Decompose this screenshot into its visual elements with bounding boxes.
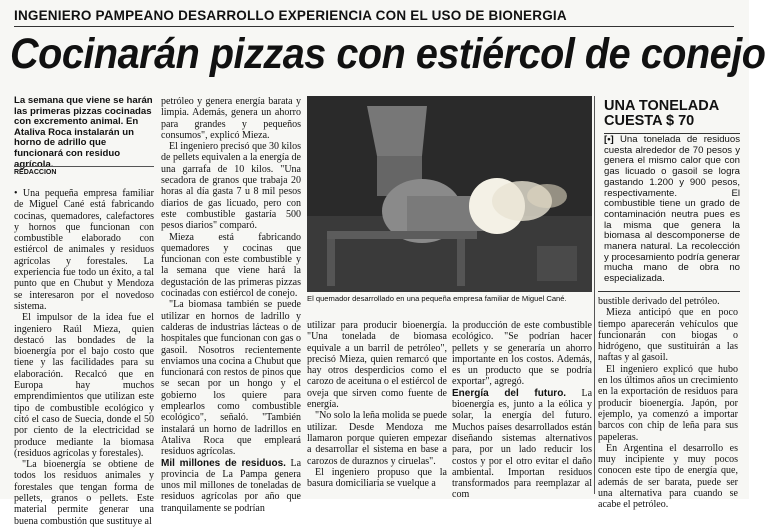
- lead-paragraph: La semana que viene se harán las primeras pizzas cocinadas con excremento animal. En Ataliva Roca instalarán un horno de adrillo que funcionará con residuo agrícola.: [14, 95, 153, 170]
- paragraph: El ingeniero precisó que 30 kilos de pellets equivalen a la energía de una garrafa de 10 kilos. "Una secadora de granos que trabaja 20 horas al día gasta 7 u 8 mil pesos diarios de gas licuado, pero con este combustible gastaría 500 pesos diarios" comparó.: [161, 141, 301, 232]
- burner-photo: [307, 96, 592, 292]
- column-2: [161, 96, 302, 514]
- paragraph: En Argentina el desarrollo es muy incipiente y muy pocos conocen este tipo de energía que, además de ser barata, puede ser una alternativa para cuando se acabe el petróleo.: [598, 442, 738, 511]
- paragraph: "La biomasa también se puede utilizar en hornos de ladrillo y calderas de industrias lácteas o de hospitales que funcionan con gas o gasoil. Nosotros recientemente enviamos una cocina a Chubut que funcionará con restos de pinos que se secan por un hongo y el gobierno los quiere para emplearlos como combustible ecológico", señaló. "También instalará un horno de ladrillos en Ataliva Roca que empleará residuos agrícolas.: [161, 299, 301, 458]
- paragraph: la producción de este combustible ecológico. "Se podrían hacer pellets y se generaría un ahorro importante en los costos. Además, es un producto que se podría exportar", agregó.: [452, 320, 592, 388]
- paragraph: bustible derivado del petróleo.: [598, 296, 720, 307]
- paragraph-text: La bioenergía es, junto a la eólica y solar, la energía del futuro. Muchos países desarrollados están diseñando sistemas alternativos para, por un lado reducir los costos y por el otro evitar el daño ambiental. Importan residuos transformados para reemplazar al com: [452, 387, 593, 501]
- paragraph-text: La provincia de La Pampa genera unos mil millones de toneladas de residuos agrícolas por año que tranquilamente se podrían: [161, 457, 302, 514]
- paragraph: • Una pequeña empresa familiar de Miguel Cané está fabricando cocinas, quemadores, calefactores y hornos que funcionan con combustible elaborado con estiércol de animales y residuos agrícolas y forestales. La experiencia fue todo un éxito, a tal punto que en Chubut y Mendoza se interesaron por el novedoso sistema.: [14, 188, 154, 312]
- paragraph: Mieza está fabricando quemadores y cocinas que funcionan con este combustible y la semana que viene hará la degustación de las primeras pizzas cocinadas con estiércol de conejo.: [161, 231, 301, 300]
- headline: Cocinarán pizzas con estiércol de conejo: [10, 30, 765, 78]
- paragraph: "No solo la leña molida se puede utilizar. Desde Mendoza me llamaron porque quieren empezar a desarrollar el sistema en base a carozos de duraznos y ciruelas".: [307, 410, 447, 467]
- photo-caption: El quemador desarrollado en una pequeña empresa familiar de Miguel Cané.: [307, 294, 567, 303]
- paragraph: El impulsor de la idea fue el ingeniero Raúl Mieza, quien destacó las bondades de la bioenergía por el bajo costo que tiene y las facilidades para su elaboración. Recalcó que en Europa hay muchos emprendimientos que utilizan este tipo de combustible ecológico y citó el caso de Suecia, donde el 50 por ciento de la electricidad se produce mediante la biomasa (residuos agrícolas y forestales).: [14, 312, 154, 459]
- paragraph: utilizar para producir bioenergía. "Una tonelada de biomasa equivale a un barril de petróleo", precisó Mieza, quien remarcó que hay otros desperdicios como el carozo de aceituna o el estiércol de oveja que sirven como fuente de energía.: [307, 320, 447, 411]
- sidebar-box-title: UNA TONELADA CUESTA $ 70: [604, 99, 740, 134]
- paragraph: "La bioenergía se obtiene de todos los residuos animales y forestales que tengan forma de pellets, granos o pellets. Este material permite generar una buena combustión que sustituye al: [14, 459, 154, 527]
- paragraph: petróleo y genera energía barata y limpia. Además, genera un ahorro para grandes y pequeños consumos", explicó Mieza.: [161, 96, 301, 141]
- paragraph: [452, 388, 592, 501]
- sidebar-box-text: Una tonelada de residuos cuesta alrededor de 70 pesos y genera el mismo calor que con gas licuado o gasoil se logra gastando 1.200 y 900 pesos, respectivamente. El combustible tiene un grado de contaminación neutra pues es la misma que genera la biomasa al descomponerse de manera natural. La recolección y procesamiento podría generar mucha mano de obra no especializada.: [604, 134, 740, 285]
- paragraph: Mieza anticipó que en poco tiempo aparecerán vehículos que funcionarán con biogas o hidrógeno, que sustituirán a las naftas y al gasoil.: [598, 307, 738, 364]
- kicker: INGENIERO PAMPEANO DESARROLLO EXPERIENCIA CON EL USO DE BIONERGIA: [14, 8, 734, 27]
- paragraph: El ingeniero propuso que la basura domiciliaria se vuelque a: [307, 466, 447, 490]
- column-1: [14, 188, 154, 527]
- sidebar-box-body: [604, 135, 740, 285]
- paragraph: [161, 458, 301, 514]
- section-subhead: Energía del futuro.: [452, 387, 567, 399]
- burner-illustration: [307, 96, 592, 292]
- sidebar-box-bottom-rule: [598, 291, 740, 292]
- column-5: [598, 296, 738, 511]
- byline: REDACCION: [14, 166, 154, 176]
- column-3: [307, 320, 447, 495]
- column-divider: [594, 96, 595, 494]
- paragraph: El ingeniero explicó que hubo en los últimos años un crecimiento en la exportación de residuos para producir bioenergía. Japón, por ejemplo, ya comenzó a importar barcos con chip de leña para sus papeleras.: [598, 363, 738, 443]
- bullet-marker: [•]: [604, 134, 614, 145]
- column-4: [452, 320, 593, 501]
- section-subhead: Mil millones de residuos.: [161, 457, 286, 469]
